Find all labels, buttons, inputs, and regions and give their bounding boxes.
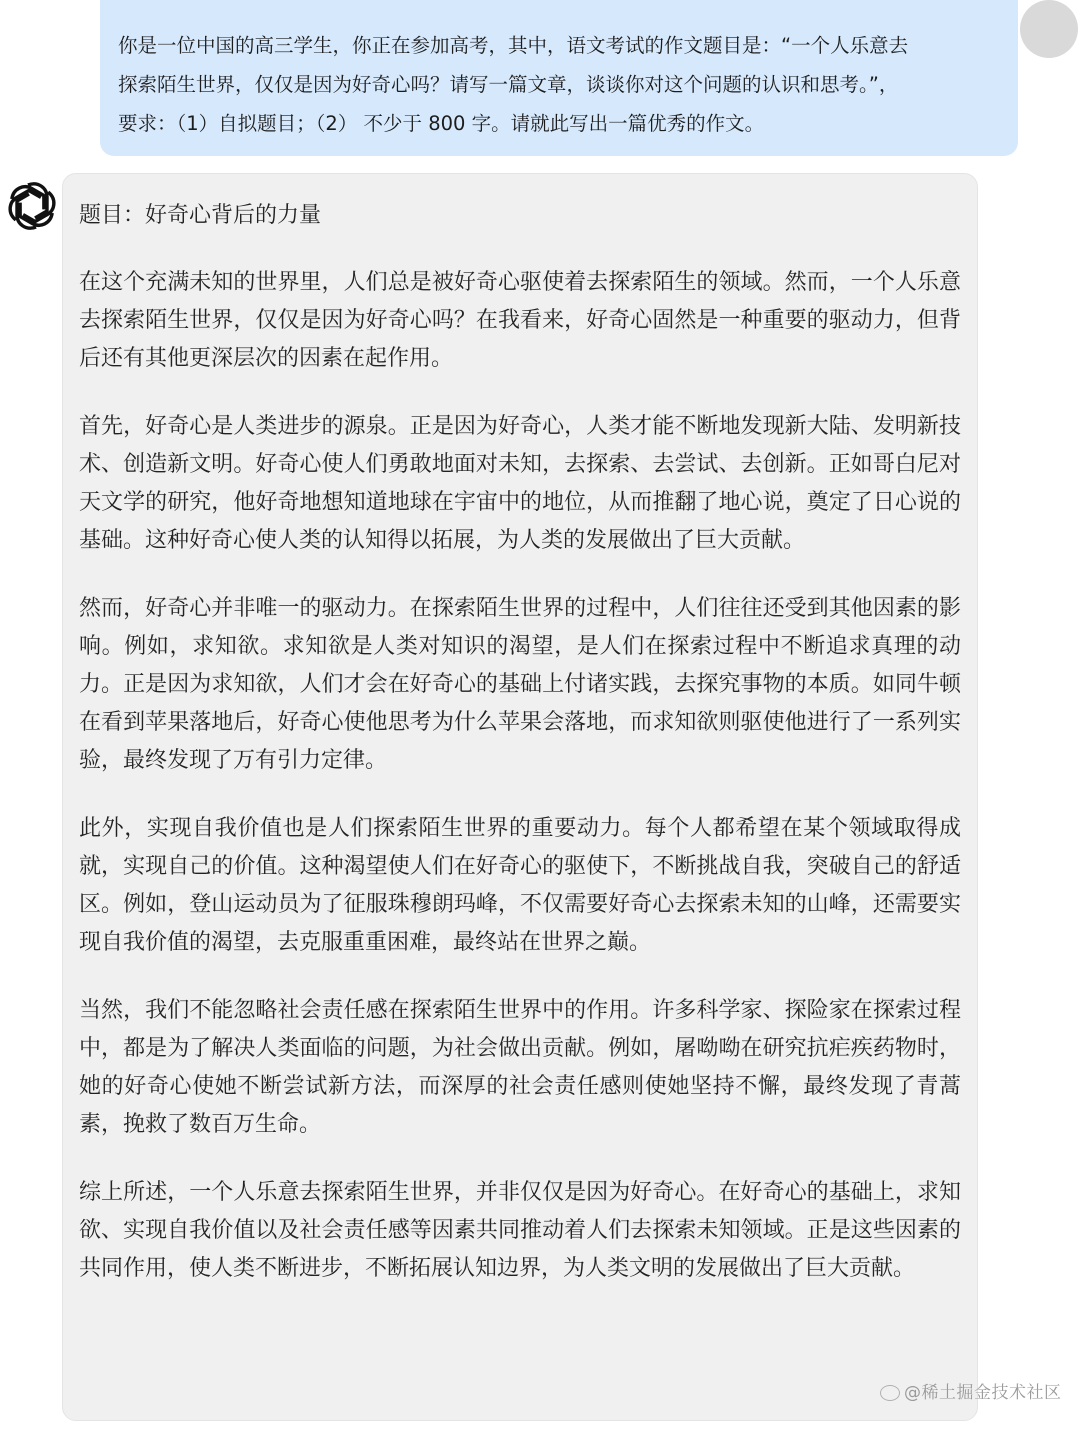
essay-paragraph: 此外，实现自我价值也是人们探索陌生世界的重要动力。每个人都希望在某个领域取得成就，实现自己的价值。这种渴望使人们在好奇心的驱使下，不断挑战自我，突破自己的舒适区。例如，登山运动员为了征服珠穆朗玛峰，不仅需要好奇心去探索未知的山峰，还需要实现自我价值的渴望，去克服重重困难，最终站在世界之巅。 — [79, 816, 961, 955]
essay-paragraph: 当然，我们不能忽略社会责任感在探索陌生世界中的作用。许多科学家、探险家在探索过程中，都是为了解决人类面临的问题，为社会做出贡献。例如，屠呦呦在研究抗疟疾药物时，她的好奇心使她不断尝试新方法，而深厚的社会责任感则使她坚持不懈，最终发现了青蒿素，挽救了数百万生命。 — [79, 998, 961, 1137]
user-message-line: 探索陌生世界，仅仅是因为好奇心吗？请写一篇文章，谈谈你对这个问题的认识和思考。”， — [118, 73, 899, 96]
user-avatar — [1020, 0, 1078, 58]
essay-paragraph: 然而，好奇心并非唯一的驱动力。在探索陌生世界的过程中，人们往往还受到其他因素的影响。例如，求知欲。求知欲是人类对知识的渴望，是人们在探索过程中不断追求真理的动力。正是因为求知欲，人们才会在好奇心的基础上付诸实践，去探究事物的本质。如同牛顿在看到苹果落地后，好奇心使他思考为什么苹果会落地，而求知欲则驱使他进行了一系列实验，最终发现了万有引力定律。 — [79, 596, 961, 773]
essay-paragraph: 在这个充满未知的世界里，人们总是被好奇心驱使着去探索陌生的领域。然而，一个人乐意去探索陌生世界，仅仅是因为好奇心吗？在我看来，好奇心固然是一种重要的驱动力，但背后还有其他更深层次的因素在起作用。 — [79, 270, 961, 371]
watermark-text: @稀土掘金技术社区 — [904, 1383, 1062, 1403]
openai-logo-icon — [4, 178, 60, 234]
user-message-bubble — [100, 0, 1018, 156]
essay-title: 题目：好奇心背后的力量 — [79, 203, 322, 228]
wechat-icon — [880, 1385, 900, 1401]
user-message-line: 你是一位中国的高三学生，你正在参加高考，其中，语文考试的作文题目是：“一个人乐意去 — [118, 34, 909, 57]
essay-paragraph: 首先，好奇心是人类进步的源泉。正是因为好奇心，人类才能不断地发现新大陆、发明新技术、创造新文明。好奇心使人们勇敢地面对未知，去探索、去尝试、去创新。正如哥白尼对天文学的研究，他好奇地想知道地球在宇宙中的地位，从而推翻了地心说，奠定了日心说的基础。这种好奇心使人类的认知得以拓展，为人类的发展做出了巨大贡献。 — [79, 414, 961, 553]
assistant-message-bubble — [62, 173, 978, 1421]
essay-paragraph: 综上所述，一个人乐意去探索陌生世界，并非仅仅是因为好奇心。在好奇心的基础上，求知欲、实现自我价值以及社会责任感等因素共同推动着人们去探索未知领域。正是这些因素的共同作用，使人类不断进步，不断拓展认知边界，为人类文明的发展做出了巨大贡献。 — [79, 1180, 961, 1281]
watermark — [880, 1378, 1062, 1403]
user-message-line: 要求：（1）自拟题目；（2） 不少于 800 字。请就此写出一篇优秀的作文。 — [118, 112, 765, 135]
